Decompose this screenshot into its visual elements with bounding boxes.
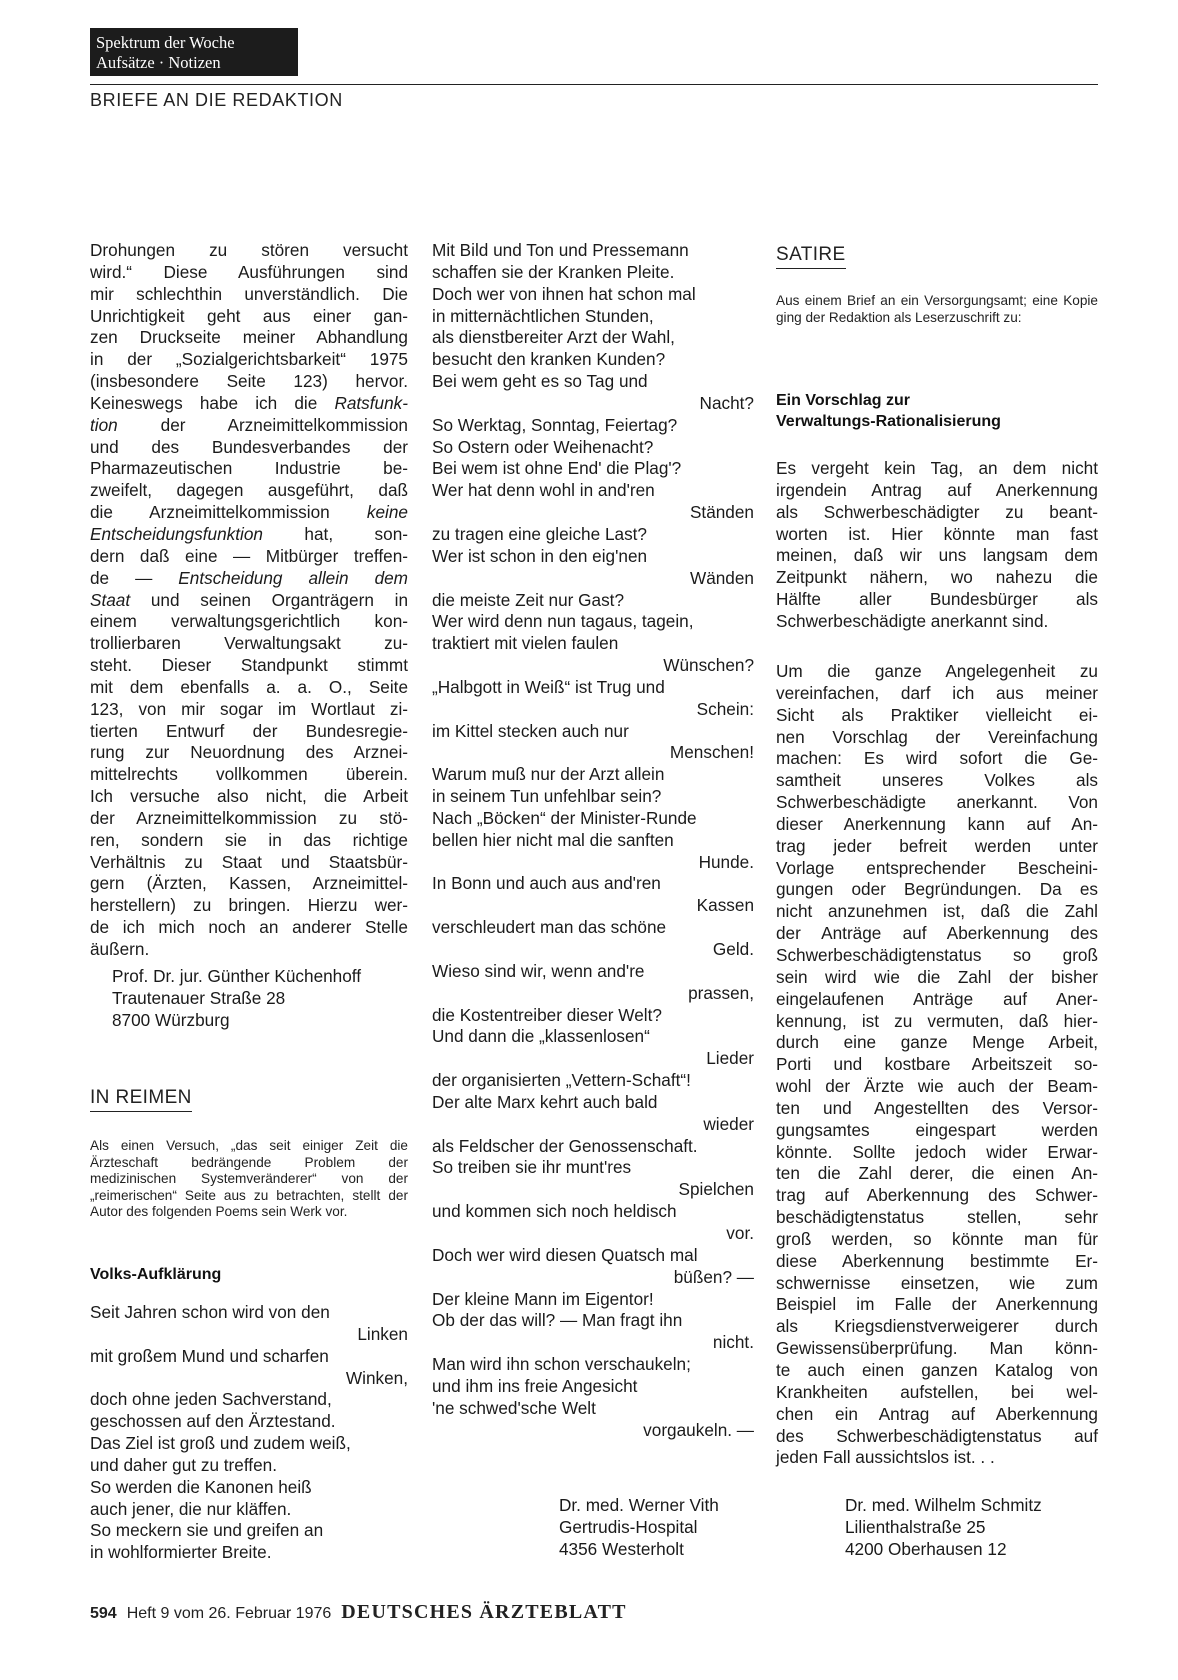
- satire-line: ten die Zahl derer, die einen An-: [776, 1163, 1098, 1184]
- poem-signature: [559, 1495, 719, 1561]
- letter-line: tion der Arzneimittelkommission: [90, 414, 408, 435]
- poem-part-1: [90, 1302, 408, 1564]
- letter-line: Staat und seinen Organträgern in: [90, 589, 408, 610]
- poem-line: Wieso sind wir, wenn and're: [432, 960, 645, 981]
- letter-line: gern (Ärzten, Kassen, Arzneimittel-: [90, 873, 408, 894]
- letter-line: äußern.: [90, 939, 150, 959]
- letter-line: mittelrechts vollkommen überein.: [90, 764, 408, 785]
- letter-line: Pharmazeutischen Industrie be-: [90, 458, 408, 479]
- letter-line: Verhältnis zu Staat und Staatsbür-: [90, 851, 408, 872]
- poem-line: Man wird ihn schon verschaukeln;: [432, 1354, 691, 1375]
- letter-line: Unrichtigkeit geht aus einer gan-: [90, 305, 408, 326]
- satire-line: te auch einen ganzen Katalog von: [776, 1360, 1098, 1380]
- poem-line: in mitternächtlichen Stunden,: [432, 305, 654, 326]
- poem-line: Nacht?: [699, 392, 754, 413]
- poem-line: Geld.: [712, 939, 754, 959]
- poem-line: Kassen: [696, 895, 754, 916]
- poem-line: Doch wer von ihnen hat schon mal: [432, 283, 696, 304]
- letter-line: mit dem ebenfalls a. a. O., Seite: [90, 676, 408, 697]
- poem-line: Der kleine Mann im Eigentor!: [432, 1288, 654, 1309]
- poem-line: verschleudert man das schöne: [432, 917, 667, 938]
- satire-heading-wrap: [776, 244, 846, 269]
- satire-line: diese Aberkennung bestimmte Er-: [776, 1250, 1098, 1271]
- satire-line: Zeitpunkt nähern, wo nahezu die: [776, 567, 1098, 588]
- poem-line: Wünschen?: [663, 655, 754, 676]
- signature-line: Lilienthalstraße 25: [845, 1516, 986, 1537]
- satire-line: samtheit unseres Volkes als: [776, 770, 1098, 791]
- poem-line: vorgaukeln. —: [643, 1419, 754, 1440]
- letter-line: in der „Sozialgerichtsbarkeit“ 1975: [90, 349, 408, 370]
- issue-info: Heft 9 vom 26. Februar 1976: [126, 1605, 332, 1622]
- poem-line: und kommen sich noch heldisch: [432, 1201, 677, 1222]
- in-reimen-intro: Als einen Versuch, „das seit einiger Zeit die Ärzteschaft bedrängende Problem der medizinischen Systemveränderer“ von der „reimerischen“ Seite aus zu betrachten, stellt der Autor des folgenden Poems sein Werk vor.: [90, 1138, 408, 1220]
- letter-line: tierten Entwurf der Bundesregie-: [90, 720, 408, 741]
- poem-line: die meiste Zeit nur Gast?: [432, 589, 625, 610]
- satire-line: als Kriegsdienstverweigerer durch: [776, 1316, 1098, 1337]
- poem-line: Der alte Marx kehrt auch bald: [432, 1091, 658, 1112]
- satire-line: eingelaufenen Anträge auf Aner-: [776, 988, 1098, 1009]
- poem-line: Wer hat denn wohl in and'ren: [432, 480, 655, 501]
- satire-line: Porti und kostbare Arbeitszeit so-: [776, 1054, 1098, 1075]
- poem-line: büßen? —: [673, 1266, 754, 1287]
- in-reimen-heading: IN REIMEN: [90, 1087, 192, 1112]
- poem-line: geschossen auf den Ärztestand.: [90, 1411, 336, 1432]
- poem-line: bellen hier nicht mal die sanften: [432, 829, 674, 850]
- poem-line: zu tragen eine gleiche Last?: [432, 523, 647, 544]
- poem-line: 'ne schwed'sche Welt: [432, 1397, 596, 1418]
- satire-line: des Schwerbeschädigtenstatus auf: [776, 1425, 1098, 1446]
- poem-line: Doch wer wird diesen Quatsch mal: [432, 1244, 698, 1265]
- satire-line: wohl der Ärzte wie auch der Beam-: [776, 1076, 1098, 1097]
- section-title: BRIEFE AN DIE REDAKTION: [90, 90, 343, 110]
- letter-line: trollierbaren Verwaltungsakt zu-: [90, 633, 408, 654]
- letter-line: Drohungen zu stören versucht: [90, 240, 408, 260]
- satire-line: sein wird wie die Zahl der bisher: [776, 966, 1098, 987]
- satire-line: Sicht als Praktiker vielleicht ei-: [776, 704, 1098, 725]
- poem-line: So Ostern oder Weihenacht?: [432, 436, 654, 457]
- letter-line: die Arzneimittelkommission keine: [90, 502, 408, 523]
- satire-line: Krankheiten aufstellen, bei wel-: [776, 1381, 1098, 1402]
- poem-line: Mit Bild und Ton und Pressemann: [432, 240, 689, 260]
- poem-line: vor.: [726, 1222, 754, 1243]
- satire-line: schwernisse einsetzen, wie zum: [776, 1272, 1098, 1293]
- satire-subhead-line-2: Verwaltungs-Rationalisierung: [776, 413, 1001, 430]
- poem-line: Seit Jahren schon wird von den: [90, 1302, 330, 1322]
- poem-line: und ihm ins freie Angesicht: [432, 1375, 638, 1396]
- letter-line: 123, von mir sogar im Wortlaut zi-: [90, 698, 408, 719]
- satire-line: groß werden, so könnte man für: [776, 1228, 1098, 1249]
- satire-intro: Aus einem Brief an ein Versorgungsamt; eine Kopie ging der Redaktion als Leserzuschrift zu:: [776, 293, 1098, 325]
- poem-line: Bei wem ist ohne End' die Plag'?: [432, 458, 682, 479]
- satire-line: nen Vorschlag der Vereinfachung: [776, 726, 1098, 747]
- satire-line: chen ein Antrag auf Aberkennung: [776, 1403, 1098, 1424]
- letter-line: Entscheidungsfunktion hat, son-: [90, 523, 408, 544]
- satire-line: trag auf Aberkennung des Schwer-: [776, 1185, 1098, 1206]
- signature-line: Prof. Dr. jur. Günther Küchenhoff: [112, 966, 362, 986]
- poem-line: Schein:: [696, 698, 754, 719]
- letter-line: zweifelt, dagegen ausgeführt, daß: [90, 480, 408, 501]
- poem-line: als dienstbereiter Arzt der Wahl,: [432, 327, 675, 348]
- letter-line: de — Entscheidung allein dem: [90, 567, 409, 588]
- satire-line: Gewissensüberprüfung. Man könn-: [776, 1338, 1098, 1359]
- poem-line: Ständen: [689, 502, 754, 523]
- poem-line: „Halbgott in Weiß“ ist Trug und: [432, 676, 665, 697]
- letter1-body: [90, 240, 408, 961]
- poem-title: Volks-Aufklärung: [90, 1266, 222, 1283]
- poem-line: Nach „Böcken“ der Minister-Runde: [432, 807, 697, 828]
- satire-line: Um die ganze Angelegenheit zu: [776, 661, 1098, 681]
- letter-line: steht. Dieser Standpunkt stimmt: [90, 655, 408, 676]
- satire-line: Schwerbeschädigte anerkannt. Von: [776, 792, 1098, 813]
- letter-line: (insbesondere Seite 123) hervor.: [90, 371, 408, 392]
- signature-line: 4200 Oberhausen 12: [845, 1538, 1007, 1559]
- satire-subhead-line-1: Ein Vorschlag zur: [776, 392, 910, 409]
- magazine-name: DEUTSCHES ÄRZTEBLATT: [341, 1601, 627, 1623]
- poem-line: Menschen!: [669, 742, 754, 763]
- letter-line: zen Druckseite meiner Abhandlung: [90, 327, 408, 348]
- satire-line: Schwerbeschädigte anerkannt sind.: [776, 610, 1049, 631]
- poem-line: in wohlformierter Breite.: [90, 1542, 272, 1563]
- poem-line: In Bonn und auch aus and'ren: [432, 873, 661, 894]
- page-footer: [90, 1601, 627, 1624]
- satire-line: gungen oder Begründungen. Da es: [776, 879, 1098, 900]
- poem-line: als Feldscher der Genossenschaft.: [432, 1135, 698, 1156]
- badge-line-1: Spektrum der Woche: [96, 33, 235, 52]
- satire-line: Beispiel im Falle der Anerkennung: [776, 1294, 1098, 1315]
- signature-line: Dr. med. Wilhelm Schmitz: [845, 1495, 1042, 1515]
- satire-heading: SATIRE: [776, 244, 846, 269]
- poem-line: der organisierten „Vettern-Schaft“!: [432, 1070, 691, 1091]
- poem-line: mit großem Mund und scharfen: [90, 1345, 329, 1366]
- signature-line: Dr. med. Werner Vith: [559, 1495, 719, 1515]
- satire-line: könnte. Sollte jedoch wider Erwar-: [776, 1141, 1098, 1162]
- satire-line: trag jeder befreit werden unter: [776, 835, 1098, 856]
- poem-line: prassen,: [688, 982, 754, 1003]
- satire-line: worten ist. Hier könnte man fast: [776, 523, 1098, 544]
- poem-line: Lieder: [706, 1048, 754, 1069]
- poem-line: So werden die Kanonen heiß: [90, 1476, 312, 1497]
- satire-line: vereinfachen, darf ich aus meiner: [776, 682, 1098, 703]
- poem-part-2: [432, 240, 754, 1441]
- satire-line: beschädigtenstatus stellen, sehr: [776, 1207, 1098, 1228]
- poem-line: traktiert mit vielen faulen: [432, 633, 619, 654]
- poem-line: auch jener, die nur kläffen.: [90, 1498, 292, 1519]
- satire-subhead: [776, 390, 1001, 432]
- satire-line: Schwerbeschädigtenstatus so groß: [776, 944, 1098, 965]
- letter-line: de ich mich noch an anderer Stelle: [90, 917, 408, 938]
- letter-line: der Arzneimittelkommission zu stö-: [90, 807, 408, 828]
- poem-line: Spielchen: [678, 1179, 754, 1200]
- poem-line: So Werktag, Sonntag, Feiertag?: [432, 414, 678, 435]
- letter-line: wird.“ Diese Ausführungen sind: [90, 261, 408, 282]
- poem-line: die Kostentreiber dieser Welt?: [432, 1004, 662, 1025]
- section-badge: [90, 28, 298, 76]
- signature-line: 8700 Würzburg: [112, 1009, 230, 1030]
- satire-line: Vorlage entsprechender Bescheini-: [776, 857, 1098, 878]
- letter1-signature: [112, 966, 361, 1032]
- poem-line: Winken,: [345, 1367, 408, 1388]
- letter-line: einem verwaltungsgerichtlich kon-: [90, 611, 408, 632]
- poem-line: Wer wird denn nun tagaus, tagein,: [432, 611, 694, 632]
- poem-line: Wer ist schon in den eig'nen: [432, 545, 648, 566]
- satire-line: gungsamtes eingespart werden: [776, 1119, 1098, 1140]
- poem-line: im Kittel stecken auch nur: [432, 720, 629, 741]
- poem-line: besucht den kranken Kunden?: [432, 349, 666, 370]
- satire-line: irgendein Antrag auf Anerkennung: [776, 479, 1098, 500]
- satire-line: nicht anzunehmen ist, daß die Zahl: [776, 901, 1098, 922]
- satire-line: als Schwerbeschädigter zu beant-: [776, 501, 1098, 522]
- poem-line: Linken: [357, 1323, 408, 1344]
- poem-line: Bei wem geht es so Tag und: [432, 371, 648, 392]
- letter-line: und des Bundesverbandes der: [90, 436, 408, 457]
- poem-line: Und dann die „klassenlosen“: [432, 1026, 650, 1047]
- poem-line: nicht.: [712, 1332, 754, 1353]
- poem-line: doch ohne jeden Sachverstand,: [90, 1389, 332, 1410]
- poem-line: Warum muß nur der Arzt allein: [432, 764, 665, 785]
- letter-line: dern daß eine — Mitbürger treffen-: [90, 545, 408, 566]
- satire-line: Es vergeht kein Tag, an dem nicht: [776, 458, 1098, 478]
- signature-line: Trautenauer Straße 28: [112, 987, 286, 1008]
- poem-line: So meckern sie und greifen an: [90, 1520, 324, 1541]
- satire-line: der Anträge auf Aberkennung des: [776, 923, 1098, 944]
- letter-line: Keineswegs habe ich die Ratsfunk-: [90, 392, 408, 413]
- header-rule: [90, 84, 1098, 85]
- satire-line: machen: Es wird sofort die Ge-: [776, 748, 1098, 769]
- signature-line: 4356 Westerholt: [559, 1538, 684, 1559]
- letter-line: mir schlechthin unverständlich. Die: [90, 283, 408, 304]
- letter-line: ren, sondern sie in das richtige: [90, 829, 408, 850]
- poem-line: Ob der das will? — Man fragt ihn: [432, 1310, 683, 1331]
- satire-signature: [845, 1495, 1042, 1561]
- satire-paragraph-1: [776, 458, 1098, 633]
- satire-line: kennung, ist zu vermuten, daß hier-: [776, 1010, 1098, 1031]
- page-number: 594: [90, 1605, 117, 1622]
- poem-line: Wänden: [689, 567, 754, 588]
- satire-line: dieser Anerkennung kann auf An-: [776, 813, 1098, 834]
- signature-line: Gertrudis-Hospital: [559, 1516, 698, 1537]
- badge-line-2: Aufsätze · Notizen: [96, 53, 221, 72]
- poem-line: Hunde.: [698, 851, 754, 872]
- satire-line: meinen, daß wir uns langsam dem: [776, 545, 1098, 566]
- satire-line: jeden Fall aussichtslos ist. . .: [776, 1447, 995, 1468]
- satire-line: Hälfte aller Bundesbürger als: [776, 589, 1098, 610]
- satire-paragraph-2: [776, 661, 1098, 1469]
- letter-line: rung zur Neuordnung des Arznei-: [90, 742, 408, 763]
- poem-line: So treiben sie ihr munt'res: [432, 1157, 632, 1178]
- satire-line: durch eine ganze Menge Arbeit,: [776, 1032, 1098, 1053]
- letter-line: Ich versuche also nicht, die Arbeit: [90, 786, 408, 807]
- satire-line: ten und Angestellten des Versor-: [776, 1097, 1098, 1118]
- in-reimen-heading-wrap: [90, 1087, 192, 1112]
- letter-line: herstellern) zu bringen. Hierzu wer-: [90, 895, 408, 916]
- poem-line: und daher gut zu treffen.: [90, 1454, 277, 1475]
- poem-line: Das Ziel ist groß und zudem weiß,: [90, 1433, 351, 1454]
- poem-line: schaffen sie der Kranken Pleite.: [432, 261, 675, 282]
- poem-line: wieder: [703, 1113, 754, 1134]
- poem-line: in seinem Tun unfehlbar sein?: [432, 786, 662, 807]
